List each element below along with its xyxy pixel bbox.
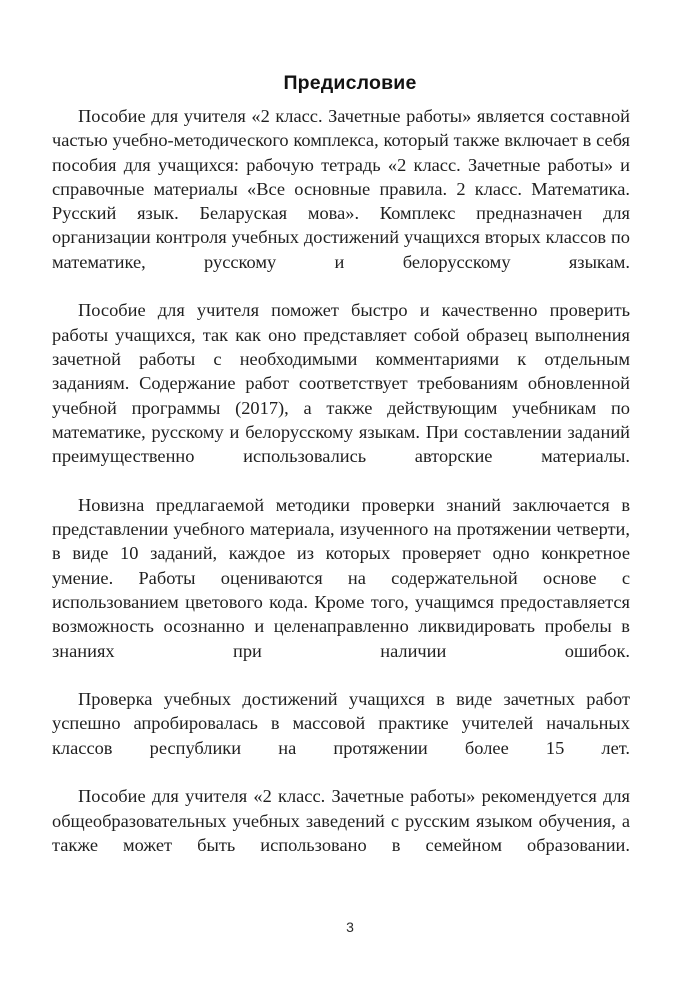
paragraph-5: Пособие для учителя «2 класс. Зачетные работы» рекомендуется для общеобразовательных учебных заведений с русским языком обучения, а также может быть использовано в семейном образовании. bbox=[52, 786, 630, 855]
paragraph-1: Пособие для учителя «2 класс. Зачетные работы» является составной частью учебно-методического комплекса, который также включает в себя пособия для учащихся: рабочую тетрадь «2 класс. Зачетные работы» и справочные материалы «Все основные правила. 2 класс. Математика. Русский язык. Беларуская мова». Комплекс предназначен для организации контроля учебных достижений учащихся вторых классов по математике, русскому и белорусскому языкам. bbox=[52, 106, 630, 272]
paragraph-4: Проверка учебных достижений учащихся в виде зачетных работ успешно апробировалась в массовой практике учителей начальных классов республики на протяжении более 15 лет. bbox=[52, 689, 630, 758]
page-number: 3 bbox=[346, 919, 354, 935]
paragraph-3: Новизна предлагаемой методики проверки знаний заключается в представлении учебного материала, изученного на протяжении четверти, в виде 10 заданий, каждое из которых проверяет одно конкретное умение. Работы оцениваются на содержательной основе с использованием цветового кода. Кроме того, учащимся предоставляется возможность осознанно и целенаправленно ликвидировать пробелы в знаниях при наличии ошибок. bbox=[52, 494, 630, 661]
page-title: Предисловие bbox=[283, 72, 417, 95]
paragraph-2: Пособие для учителя поможет быстро и качественно проверить работы учащихся, так как оно представляет собой образец выполнения зачетной работы с необходимыми комментариями к отдельным заданиям. Содержание работ соответствует требованиям обновленной учебной программы (2017), а также действующим учебникам по математике, русскому и белорусскому языкам. При составлении заданий преимущественно использовались авторские материалы. bbox=[52, 300, 630, 467]
body-text-block bbox=[52, 104, 630, 882]
